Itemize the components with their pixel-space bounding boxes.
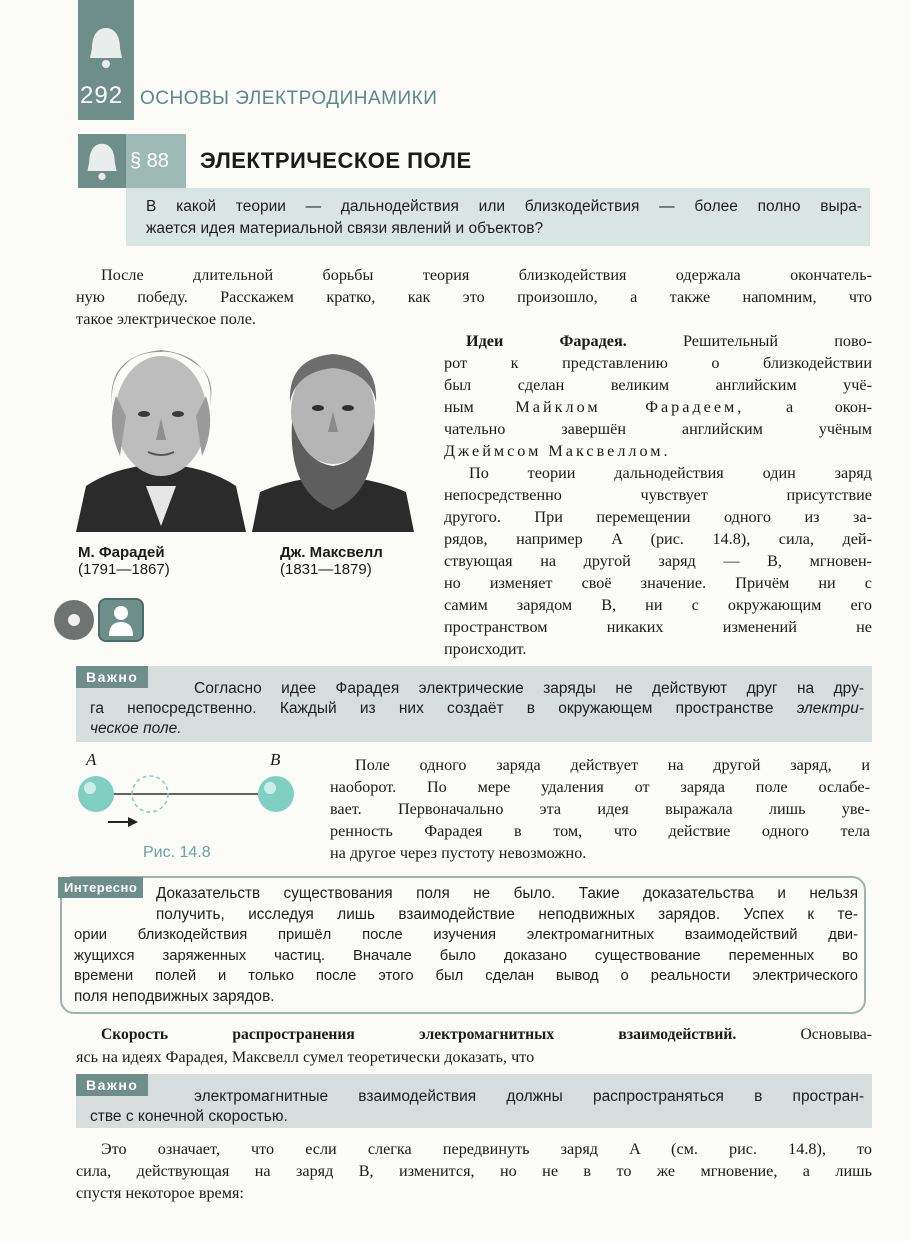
faraday-name: Майклом Фарадеем, xyxy=(515,398,745,416)
disc-icon[interactable] xyxy=(54,600,94,640)
text-segment: га непосредственно. Каждый из них создаёт в окружающем пространстве xyxy=(90,700,774,717)
person-icon[interactable] xyxy=(98,598,144,642)
text-segment: ным xyxy=(444,398,474,416)
text-line: непосредственно чувствует присутствие xyxy=(444,486,872,504)
faraday-heading: Идеи Фарадея. xyxy=(466,332,627,350)
text-line: ствующая на другой заряд — B, мгновен- xyxy=(444,552,872,570)
text-line: происходит. xyxy=(444,640,527,658)
section-title: ЭЛЕКТРИЧЕСКОЕ ПОЛЕ xyxy=(200,148,472,173)
text-line xyxy=(444,396,872,418)
text-segment: а окон- xyxy=(785,398,872,416)
text-segment: Решительный пово- xyxy=(683,332,873,350)
section-bell-icon xyxy=(82,138,122,184)
text-line: на другое через пустоту невозможно. xyxy=(330,844,587,862)
faraday-ideas-paragraph xyxy=(444,330,872,660)
portrait-name: Дж. Максвелл xyxy=(280,544,383,561)
text-line: получить, исследуя лишь взаимодействие неподвижных зарядов. Успех к те- xyxy=(156,905,858,923)
interesting-text xyxy=(74,884,858,1007)
important-label: Важно xyxy=(76,666,148,688)
portrait-years: (1791—1867) xyxy=(78,561,170,578)
figure-caption: Рис. 14.8 xyxy=(143,844,211,861)
maxwell-portrait xyxy=(252,342,414,532)
text-line xyxy=(90,719,864,739)
text-line: пространством никаких изменений не xyxy=(444,618,872,636)
bell-icon xyxy=(84,22,128,72)
guiding-question xyxy=(146,196,862,240)
text-line: Доказательств существования поля не было. Такие доказательства и нельзя xyxy=(156,885,858,902)
speed-paragraph xyxy=(76,1024,872,1068)
portrait-name: М. Фарадей xyxy=(78,544,165,561)
arrow-head xyxy=(128,817,138,827)
text-line: ясь на идеях Фарадея, Максвелл сумел теоретически доказать, что xyxy=(76,1048,535,1066)
running-title: ОСНОВЫ ЭЛЕКТРОДИНАМИКИ xyxy=(140,88,438,109)
text-line: был сделан великим английским учё- xyxy=(444,376,872,394)
text-segment: электри- xyxy=(796,700,864,717)
faraday-caption xyxy=(78,544,170,578)
text-line: спустя некоторое время: xyxy=(76,1184,244,1202)
text-line: самим зарядом B, ни с окружающим его xyxy=(444,596,872,614)
text-line: времени полей и только после этого был сделан вывод о реальности электрического xyxy=(74,968,858,984)
text-line: стве с конечной скоростью. xyxy=(90,1108,288,1125)
section-number: § 88 xyxy=(130,150,169,172)
text-line: ории близкодействия пришёл после изучения электромагнитных взаимодействий дви- xyxy=(74,927,858,943)
text-line: Поле одного заряда действует на другой заряд, и xyxy=(355,756,870,774)
label-b: B xyxy=(270,750,281,769)
text-line: ренность Фарадея в том, что действие одного тела xyxy=(330,822,870,840)
closing-paragraph xyxy=(76,1138,872,1204)
intro-paragraph xyxy=(76,264,872,330)
intro-line: ную победу. Расскажем кратко, как это произошло, а также напомним, что xyxy=(76,288,872,306)
important-text xyxy=(90,1087,864,1127)
portrait-years: (1831—1879) xyxy=(280,561,372,578)
label-a: A xyxy=(86,750,97,769)
text-line: сила, действующая на заряд B, изменится, но не в то же мгновение, а лишь xyxy=(76,1162,872,1180)
text-line: рядов, например A (рис. 14.8), сила, дей- xyxy=(444,530,872,548)
text-line: Согласно идее Фарадея электрические заряды не действуют друг на дру- xyxy=(194,680,864,697)
question-line: В какой теории — дальнодействия или близкодействия — более полно выра- xyxy=(146,198,862,215)
text-line: жущихся заряженных частиц. Вначале было доказано существование переменных во xyxy=(74,947,858,964)
text-line: Это означает, что если слегка передвинуть заряд A (см. рис. 14.8), то xyxy=(101,1140,872,1158)
charge-a-highlight xyxy=(84,782,96,794)
maxwell-name: Джеймсом Максвеллом. xyxy=(444,442,671,460)
speed-heading: Скорость распространения электромагнитных взаимодействий. xyxy=(101,1026,737,1043)
text-line: наоборот. По мере удаления от заряда поле ослабе- xyxy=(330,778,870,796)
intro-line: такое электрическое поле. xyxy=(76,310,256,328)
important-text xyxy=(90,679,864,739)
faraday-portrait xyxy=(76,336,246,532)
text-line: но изменяет своё значение. Причём ни с xyxy=(444,574,872,592)
charge-b-highlight xyxy=(264,782,276,794)
important-label: Важно xyxy=(76,1074,148,1096)
text-segment: Основыва- xyxy=(800,1026,872,1043)
text-line: По теории дальнодействия один заряд xyxy=(469,464,872,482)
intro-line: После длительной борьбы теория близкодействия одержала окончатель- xyxy=(101,266,872,284)
charge-a xyxy=(78,776,114,812)
text-line: другого. При перемещении одного из за- xyxy=(444,508,872,526)
interesting-label: Интересно xyxy=(58,877,143,898)
text-line xyxy=(76,1024,872,1046)
text-line: чательно завершён английским учёным xyxy=(444,420,872,438)
question-line: жается идея материальной связи явлений и объектов? xyxy=(146,220,544,237)
maxwell-caption xyxy=(280,544,383,578)
text-line xyxy=(90,699,864,719)
text-line: поля неподвижных зарядов. xyxy=(74,987,275,1005)
text-line xyxy=(444,330,872,352)
text-line: рот к представлению о близкодействии xyxy=(444,354,872,372)
text-segment: ческое поле. xyxy=(90,720,182,737)
text-line: вает. Первоначально эта идея выражала лишь уве- xyxy=(330,800,870,818)
charge-b xyxy=(258,776,294,812)
text-line: электромагнитные взаимодействия должны распространяться в простран- xyxy=(194,1088,864,1105)
page-number: 292 xyxy=(80,82,124,109)
figure-paragraph xyxy=(330,754,870,864)
